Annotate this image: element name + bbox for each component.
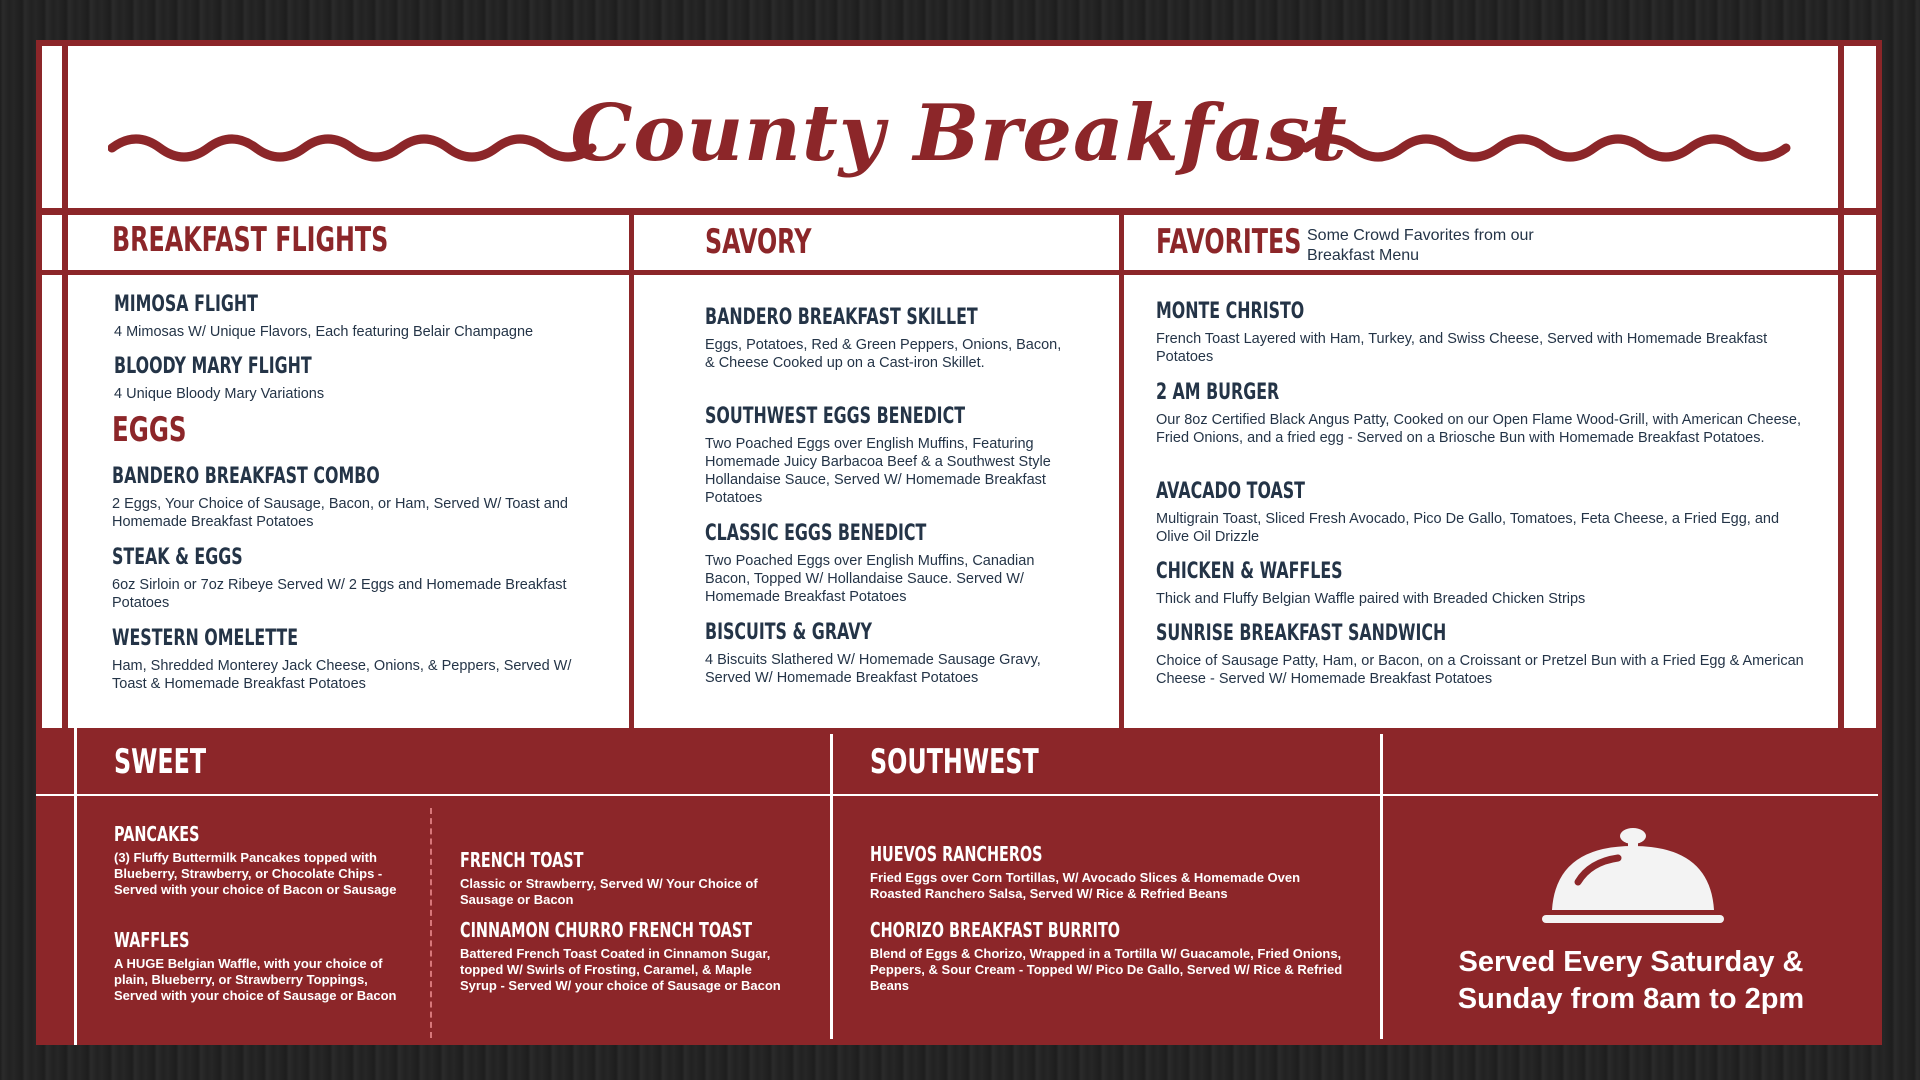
- menu-item-classic-benedict: [705, 521, 1065, 606]
- menu-item-bandero-combo: [112, 464, 596, 531]
- item-name: CLASSIC EGGS BENEDICT: [705, 521, 927, 546]
- item-desc: Battered French Toast Coated in Cinnamon Sugar, topped W/ Swirls of Frosting, Caramel, & Maple Syrup - Served W/ your choice of Sausage or Bacon: [460, 946, 781, 993]
- bottom-left-line: [74, 728, 77, 1045]
- item-name: MIMOSA FLIGHT: [114, 292, 258, 317]
- menu-item-pancakes: [114, 822, 404, 898]
- item-name: 2 AM BURGER: [1156, 380, 1280, 405]
- item-desc: A HUGE Belgian Waffle, with your choice of plain, Blueberry, or Strawberry Toppings, Served with your choice of Sausage or Bacon: [114, 956, 397, 1003]
- bottom-divider-2: [1380, 734, 1383, 1039]
- item-desc: Two Poached Eggs over English Muffins, Featuring Homemade Juicy Barbacoa Beef & a Southwest Style Hollandaise Sauce, Served W/ Homemade Breakfast Potatoes: [705, 436, 1051, 506]
- item-name: WESTERN OMELETTE: [112, 626, 299, 651]
- item-name: CINNAMON CHURRO FRENCH TOAST: [460, 918, 753, 942]
- item-desc: 2 Eggs, Your Choice of Sausage, Bacon, or Ham, Served W/ Toast and Homemade Breakfast Potatoes: [112, 496, 568, 530]
- menu-item-southwest-benedict: [705, 404, 1065, 507]
- item-name: BLOODY MARY FLIGHT: [114, 354, 312, 379]
- title-bottom-line: [36, 208, 1882, 215]
- section-header-line: [36, 270, 1882, 275]
- item-desc: Multigrain Toast, Sliced Fresh Avocado, Pico De Gallo, Tomatoes, Feta Cheese, a Fried Egg, and Olive Oil Drizzle: [1156, 511, 1780, 545]
- served-info: [1388, 944, 1874, 1018]
- item-desc: Ham, Shredded Monterey Jack Cheese, Onions, & Peppers, Served W/ Toast & Homemade Breakfast Potatoes: [112, 658, 572, 692]
- item-desc: Our 8oz Certified Black Angus Patty, Cooked on our Open Flame Wood-Grill, with American Cheese, Fried Onions, and a fried egg - Served on a Briosche Bun with Homemade Breakfast Potatoes.: [1156, 412, 1802, 446]
- menu-item-mimosa-flight: [114, 292, 594, 341]
- menu-item-2am-burger: [1156, 380, 1806, 447]
- menu-item-chicken-waffles: [1156, 559, 1806, 608]
- item-name: PANCAKES: [114, 822, 200, 846]
- item-desc: French Toast Layered with Ham, Turkey, and Swiss Cheese, Served with Homemade Breakfast Potatoes: [1156, 331, 1768, 365]
- menu-item-chorizo-burrito: [870, 918, 1350, 994]
- item-name: SUNRISE BREAKFAST SANDWICH: [1156, 621, 1447, 646]
- menu-item-monte-christo: [1156, 299, 1806, 366]
- menu-board: [36, 40, 1882, 1045]
- column-divider-1: [629, 208, 634, 728]
- item-name: BANDERO BREAKFAST COMBO: [112, 464, 380, 489]
- item-desc: Fried Eggs over Corn Tortillas, W/ Avocado Slices & Homemade Oven Roasted Ranchero Salsa, Served W/ Rice & Refried Beans: [870, 870, 1301, 901]
- menu-item-huevos-rancheros: [870, 842, 1350, 902]
- savory-title: SAVORY: [705, 222, 812, 262]
- southwest-title: SOUTHWEST: [870, 742, 1039, 782]
- menu-item-steak-eggs: [112, 545, 596, 612]
- menu-item-bloody-mary-flight: [114, 354, 594, 403]
- item-desc: Classic or Strawberry, Served W/ Your Choice of Sausage or Bacon: [460, 876, 758, 907]
- item-desc: 4 Unique Bloody Mary Variations: [114, 386, 325, 402]
- cloche-icon: [1538, 824, 1728, 934]
- favorites-title: FAVORITES: [1156, 222, 1302, 262]
- item-desc: (3) Fluffy Buttermilk Pancakes topped with Blueberry, Strawberry, or Chocolate Chips - Served with your choice of Bacon or Sausage: [114, 850, 397, 897]
- item-desc: Thick and Fluffy Belgian Waffle paired with Breaded Chicken Strips: [1156, 591, 1586, 607]
- item-name: BANDERO BREAKFAST SKILLET: [705, 305, 978, 330]
- item-desc: Choice of Sausage Patty, Ham, or Bacon, on a Croissant or Pretzel Bun with a Fried Egg & American Cheese - Served W/ Homemade Breakfast Potatoes: [1156, 653, 1804, 687]
- item-desc: Eggs, Potatoes, Red & Green Peppers, Onions, Bacon, & Cheese Cooked up on a Cast-iron Skillet.: [705, 337, 1062, 371]
- page-title: County Breakfast: [570, 88, 1348, 179]
- menu-item-churro-toast: [460, 918, 790, 994]
- eggs-title: EGGS: [112, 410, 187, 450]
- item-name: CHORIZO BREAKFAST BURRITO: [870, 918, 1121, 942]
- menu-item-waffles: [114, 928, 404, 1004]
- served-line-1: Served Every Saturday &: [1458, 946, 1804, 978]
- bottom-header-line: [36, 794, 1878, 796]
- item-name: WAFFLES: [114, 928, 190, 952]
- column-divider-2: [1119, 208, 1124, 728]
- item-desc: 4 Biscuits Slathered W/ Homemade Sausage Gravy, Served W/ Homemade Breakfast Potatoes: [705, 652, 1041, 686]
- sweet-title: SWEET: [114, 742, 207, 782]
- favorites-note: Some Crowd Favorites from our Breakfast Menu: [1307, 227, 1534, 264]
- item-desc: Two Poached Eggs over English Muffins, Canadian Bacon, Topped W/ Hollandaise Sauce. Served W/ Homemade Breakfast Potatoes: [705, 553, 1035, 605]
- menu-item-sunrise-sandwich: [1156, 621, 1806, 688]
- flights-title: BREAKFAST FLIGHTS: [112, 220, 389, 260]
- sweet-dashed-divider: [430, 808, 432, 1038]
- menu-item-bandero-skillet: [705, 305, 1065, 372]
- item-name: FRENCH TOAST: [460, 848, 584, 872]
- item-desc: 4 Mimosas W/ Unique Flavors, Each featuring Belair Champagne: [114, 324, 534, 340]
- item-desc: Blend of Eggs & Chorizo, Wrapped in a Tortilla W/ Guacamole, Fried Onions, Peppers, & Sour Cream - Topped W/ Pico De Gallo, Served W/ Rice & Refried Beans: [870, 946, 1343, 993]
- menu-item-avacado-toast: [1156, 479, 1806, 546]
- served-line-2: Sunday from 8am to 2pm: [1457, 983, 1805, 1015]
- item-name: MONTE CHRISTO: [1156, 299, 1305, 324]
- item-name: SOUTHWEST EGGS BENEDICT: [705, 404, 966, 429]
- item-name: BISCUITS & GRAVY: [705, 620, 872, 645]
- item-name: STEAK & EGGS: [112, 545, 243, 570]
- item-desc: 6oz Sirloin or 7oz Ribeye Served W/ 2 Eggs and Homemade Breakfast Potatoes: [112, 577, 567, 611]
- bottom-divider-1: [830, 734, 833, 1039]
- menu-item-western-omelette: [112, 626, 596, 693]
- menu-item-biscuits-gravy: [705, 620, 1065, 687]
- item-name: AVACADO TOAST: [1156, 479, 1305, 504]
- item-name: HUEVOS RANCHEROS: [870, 842, 1043, 866]
- item-name: CHICKEN & WAFFLES: [1156, 559, 1343, 584]
- menu-item-french-toast: [460, 848, 790, 908]
